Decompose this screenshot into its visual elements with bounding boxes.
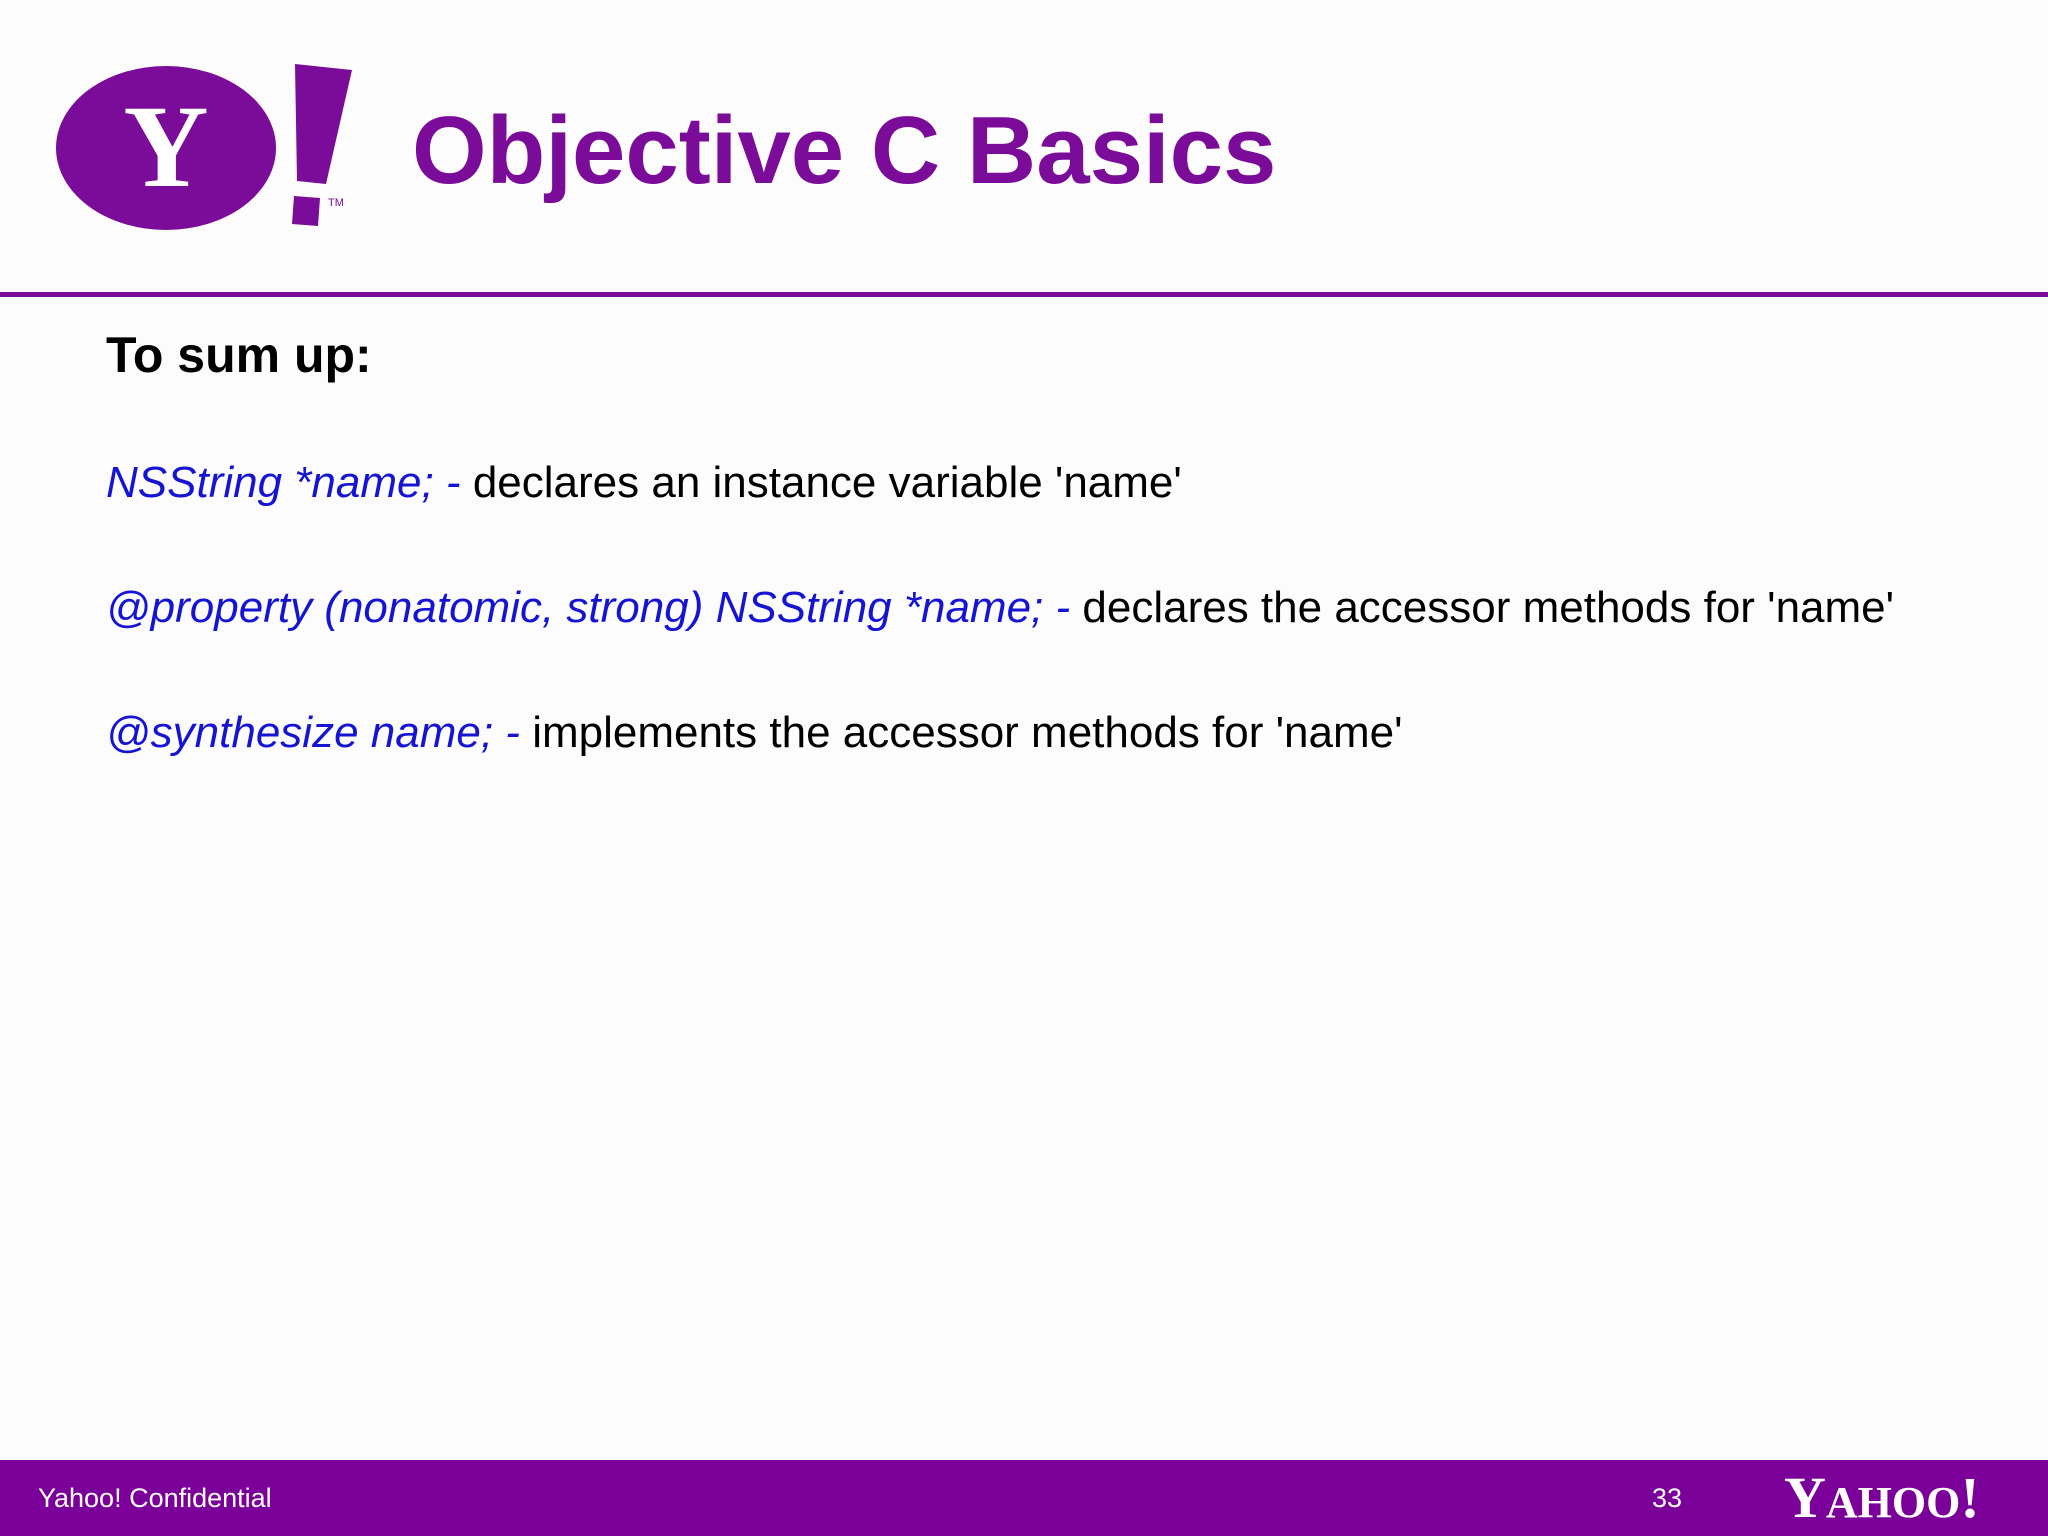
summary-item [106, 578, 1894, 638]
item-description: declares an instance variable 'name' [472, 458, 1182, 507]
logo-exclamation-dot [292, 196, 320, 226]
title-divider [0, 292, 2048, 297]
item-description: implements the accessor methods for 'name' [532, 708, 1403, 757]
logo-letter: Y [123, 81, 209, 212]
slide-content [106, 320, 2036, 757]
page-number: 33 [1652, 1483, 1683, 1513]
wordmark-rest: AHOO [1825, 1478, 1961, 1527]
item-description: declares the accessor methods for 'name' [1082, 583, 1895, 632]
code-snippet: NSString *name; - [106, 458, 461, 507]
logo-trademark: TM [328, 197, 344, 209]
confidential-label: Yahoo! Confidential [38, 1483, 272, 1513]
page-title: Objective C Basics [412, 97, 1277, 204]
code-snippet: @property (nonatomic, strong) NSString *name; - [106, 583, 1071, 632]
logo-exclamation-bar [295, 64, 352, 184]
summary-item [106, 453, 1182, 513]
wordmark-initial: Y [1784, 1465, 1826, 1530]
summary-heading: To sum up: [106, 327, 372, 383]
summary-item [106, 703, 1402, 763]
yahoo-logo [56, 58, 356, 238]
code-snippet: @synthesize name; - [106, 708, 520, 757]
yahoo-wordmark [1784, 1465, 1980, 1530]
footer-bar [0, 1460, 2048, 1536]
wordmark-exclamation: ! [1960, 1465, 1980, 1530]
